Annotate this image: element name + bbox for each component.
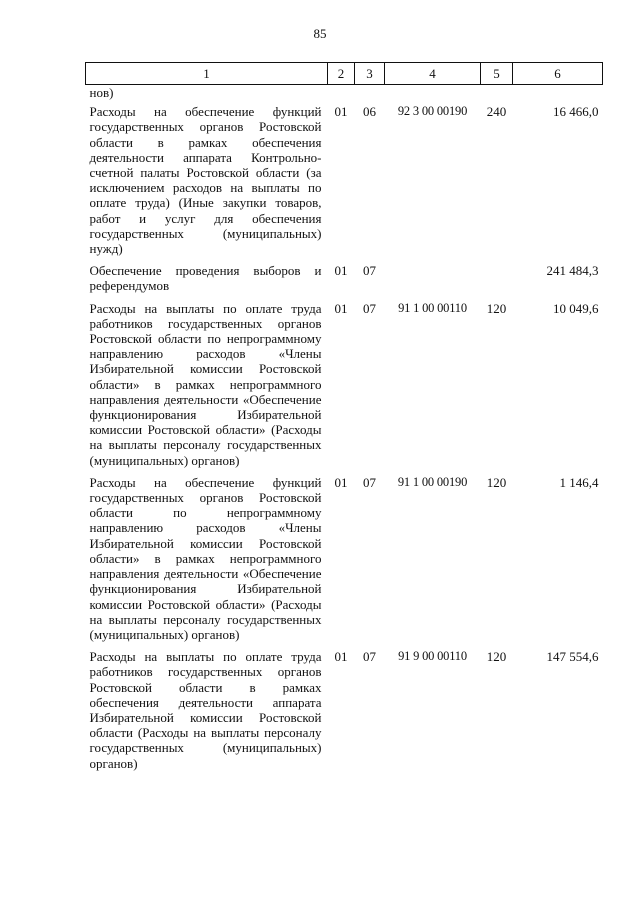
row-expense-type: 120 <box>486 649 507 665</box>
header-col-5: 5 <box>481 63 513 85</box>
table-row-continuation <box>86 85 603 105</box>
row-expense-type: 240 <box>486 104 507 120</box>
row-expense-type <box>481 263 513 300</box>
row-section: 01 <box>334 263 348 279</box>
header-col-2: 2 <box>328 63 355 85</box>
row-name: Обеспечение проведения выборов и референдумов <box>89 263 322 294</box>
continuation-text: нов) <box>89 85 114 100</box>
row-section: 01 <box>334 649 348 665</box>
row-section: 01 <box>334 104 348 120</box>
page-number: 85 <box>313 26 327 41</box>
row-subsection: 07 <box>363 474 376 490</box>
row-target-article <box>385 263 481 300</box>
header-col-3: 3 <box>355 63 385 85</box>
table-header-row <box>86 63 603 85</box>
row-target-article: 91 1 00 00110 <box>398 300 467 315</box>
row-sum: 1 146,4 <box>559 474 599 490</box>
header-col-6: 6 <box>513 63 603 85</box>
row-name: Расходы на выплаты по оплате труда работников государственных органов Ростовской области по непрограммному направлению расходов «Члены Избирательной комиссии Ростовской области» в рамках непрограммного направления деятельности «Обеспечение функционирования Избирательной комиссии Ростовской области» (Расходы на выплаты персоналу государственных (муниципальных) органов) <box>89 300 322 468</box>
row-name: Расходы на обеспечение функций государственных органов Ростовской области в рамках обеспечения деятельности аппарата Контрольно-счетной палаты Ростовской области (за исключением расходов на выплаты по оплате труда) (Иные закупки товаров, работ и услуг для обеспечения государственных (муниципальных) нужд) <box>89 104 322 257</box>
header-col-1: 1 <box>86 63 328 85</box>
row-sum: 241 484,3 <box>546 263 599 279</box>
row-target-article: 91 1 00 00190 <box>397 474 468 489</box>
row-section: 01 <box>334 300 348 316</box>
budget-table-container <box>85 62 602 778</box>
table-row <box>86 263 603 300</box>
row-subsection: 07 <box>363 649 376 665</box>
row-expense-type: 120 <box>486 300 507 316</box>
table-row <box>86 104 603 263</box>
row-name: Расходы на выплаты по оплате труда работников государственных органов Ростовской области в рамках обеспечения деятельности аппарата Избирательной комиссии Ростовской области (Расходы на выплаты персоналу государственных (муниципальных) органов) <box>89 649 322 771</box>
row-sum: 16 466,0 <box>553 104 599 120</box>
table-row <box>86 475 603 649</box>
table-row <box>86 649 603 778</box>
header-col-4: 4 <box>385 63 481 85</box>
table-row <box>86 301 603 475</box>
row-section: 01 <box>334 474 348 490</box>
row-subsection: 07 <box>363 300 376 316</box>
row-expense-type: 120 <box>486 474 507 490</box>
row-subsection: 06 <box>363 104 376 120</box>
row-target-article: 91 9 00 00110 <box>398 649 467 664</box>
row-subsection: 07 <box>363 263 376 279</box>
budget-table <box>85 62 603 778</box>
row-name: Расходы на обеспечение функций государственных органов Ростовской области по непрограммному направлению расходов «Члены Избирательной комиссии Ростовской области» в рамках непрограммного направления деятельности «Обеспечение функционирования Избирательной комиссии Ростовской области» (Расходы на выплаты персоналу государственных (муниципальных) органов) <box>89 474 322 642</box>
row-sum: 10 049,6 <box>553 300 599 316</box>
row-sum: 147 554,6 <box>546 649 599 665</box>
row-target-article: 92 3 00 00190 <box>397 104 468 119</box>
